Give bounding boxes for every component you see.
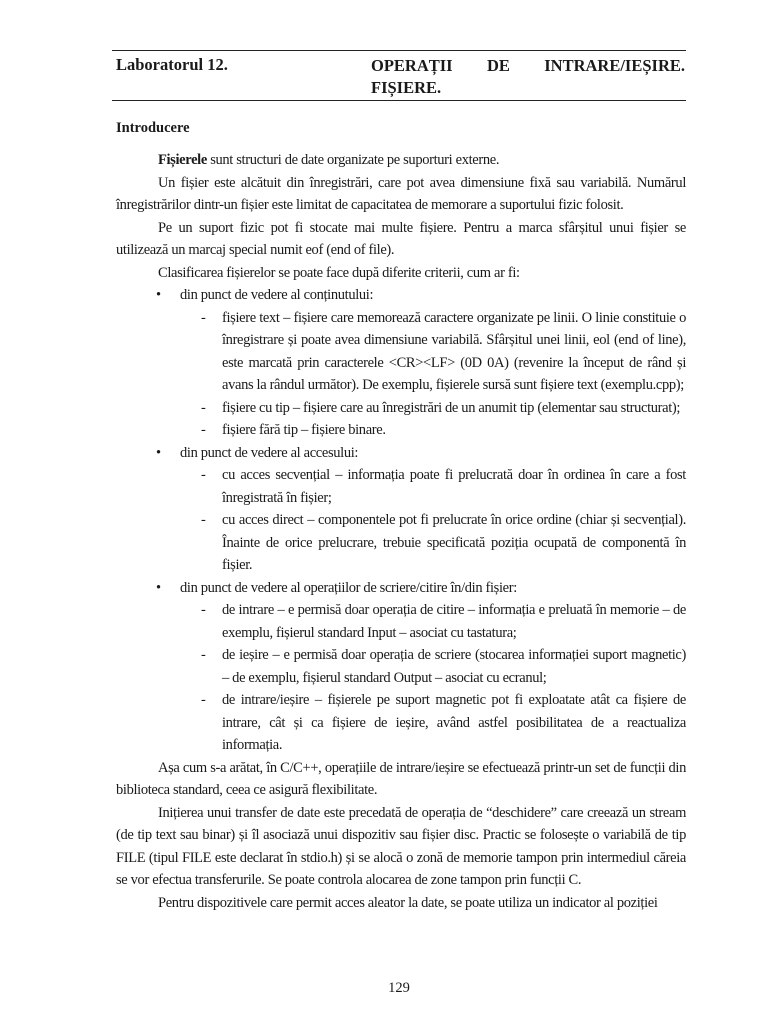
bullet-item (116, 442, 686, 465)
list-item-text: fișiere cu tip – fișiere care au înregistrări de un anumit tip (elementar sau structurat); (222, 399, 681, 416)
dash-icon: - (201, 309, 206, 326)
list-item-text: de intrare/ieșire – fișierele pe suport magnetic pot fi exploatate atât ca fișiere de intrare, cât și ca fișiere de ieșire, având astfel posibilitatea de a reactualiza informația. (222, 692, 686, 753)
lab-number: Laboratorul 12. (116, 55, 228, 74)
dash-icon: - (201, 467, 206, 483)
list-item-text: cu acces secvențial – informația poate fi prelucrată doar în ordinea în care a fost înregistrată în fișier; (222, 467, 686, 506)
list-item (116, 509, 686, 577)
bullet-icon: • (156, 444, 161, 461)
chapter-title-line1 (371, 55, 685, 77)
bullet-item (116, 284, 686, 307)
bullet-icon: • (156, 287, 161, 303)
dash-icon: - (201, 399, 206, 416)
section-heading: Introducere (116, 120, 190, 136)
paragraph: Clasificarea fișierelor se poate face după diferite criterii, cum ar fi: (158, 264, 520, 281)
list-item-text: de intrare – e permisă doar operația de citire – informația e preluată în memorie – de exemplu, fișierul standard Input – asociat cu tastatura; (222, 602, 686, 641)
dash-icon: - (201, 647, 206, 663)
list-item (116, 599, 686, 644)
header-bottom-rule (112, 100, 686, 101)
list-item (116, 307, 686, 397)
header-top-rule (112, 50, 686, 51)
paragraph-text: sunt structuri de date organizate pe suporturi externe. (206, 152, 500, 168)
dash-icon: - (201, 422, 206, 438)
bullet-label: din punct de vedere al operațiilor de scriere/citire în/din fișier: (180, 579, 517, 596)
list-item-text: fișiere fără tip – fișiere binare. (222, 422, 386, 438)
paragraph: Un fișier este alcătuit din înregistrări, care pot avea dimensiune fixă sau variabilă. Numărul înregistrărilor dintr-un fișier este limitat de capacitatea de memorare a suportului fizic folosit. (116, 174, 686, 213)
list-item-text: cu acces direct – componentele pot fi prelucrate în orice ordine (chiar și secvențial). Înainte de orice prelucrare, trebuie specificată poziția ocupată de componentă în fișier. (222, 512, 686, 573)
dash-icon: - (201, 692, 206, 708)
paragraph (116, 149, 686, 172)
list-item-text: de ieșire – e permisă doar operația de scriere (stocarea informației suport magnetic) – de exemplu, fișierul standard Output – asociat cu ecranul; (222, 647, 686, 686)
paragraph: Pentru dispozitivele care permit acces aleator la date, se poate utiliza un indicator al poziției (158, 894, 658, 911)
chapter-title-line2: FIȘIERE. (371, 78, 442, 97)
paragraph: Pe un suport fizic pot fi stocate mai multe fișiere. Pentru a marca sfârșitul unui fișier se utilizează un marcaj special numit eof (end of file). (116, 219, 686, 258)
title-word: DE (486, 56, 510, 75)
list-item (116, 464, 686, 509)
list-item-text: fișiere text – fișiere care memorează caractere organizate pe linii. O linie constituie o înregistrare și poate avea dimensiune variabilă. Sfârșitul unei linii, eol (end of line), este marcată prin caracterele <CR><LF> (0D 0A) (revenire la început de rând și avans la rândul următor). De exemplu, fișierele sursă sunt fișiere text (exemplu.cpp); (222, 309, 686, 393)
defined-term: Fișierele (158, 152, 207, 168)
list-item (116, 644, 686, 689)
list-item (116, 689, 686, 757)
bullet-icon: • (156, 579, 161, 596)
dash-icon: - (201, 602, 206, 618)
bullet-label: din punct de vedere al conținutului: (180, 287, 374, 303)
paragraph: Inițierea unui transfer de date este precedată de operația de “deschidere” care creează un stream (de tip text sau binar) și îl asociază unui dispozitiv sau fișier disc. Practic se folosește o variabilă de tip FILE (tipul FILE este declarat în stdio.h) și se alocă o zonă de memorie tampon prin intermediul căreia se vor efectua transferurile. Se poate controla alocarea de zone tampon prin funcții C. (116, 804, 686, 888)
bullet-item (116, 577, 686, 600)
chapter-title (371, 55, 685, 99)
page-number: 129 (388, 980, 410, 996)
paragraph: Așa cum s-a arătat, în C/C++, operațiile de intrare/ieșire se efectuează printr-un set de funcții din biblioteca standard, ceea ce asigură flexibilitate. (116, 759, 686, 798)
list-item (116, 419, 686, 442)
title-word: OPERAȚII (371, 56, 453, 75)
title-word: INTRARE/IEȘIRE. (544, 56, 685, 75)
bullet-label: din punct de vedere al accesului: (180, 444, 359, 461)
dash-icon: - (201, 512, 206, 528)
list-item (116, 397, 686, 420)
body-text (116, 149, 686, 914)
